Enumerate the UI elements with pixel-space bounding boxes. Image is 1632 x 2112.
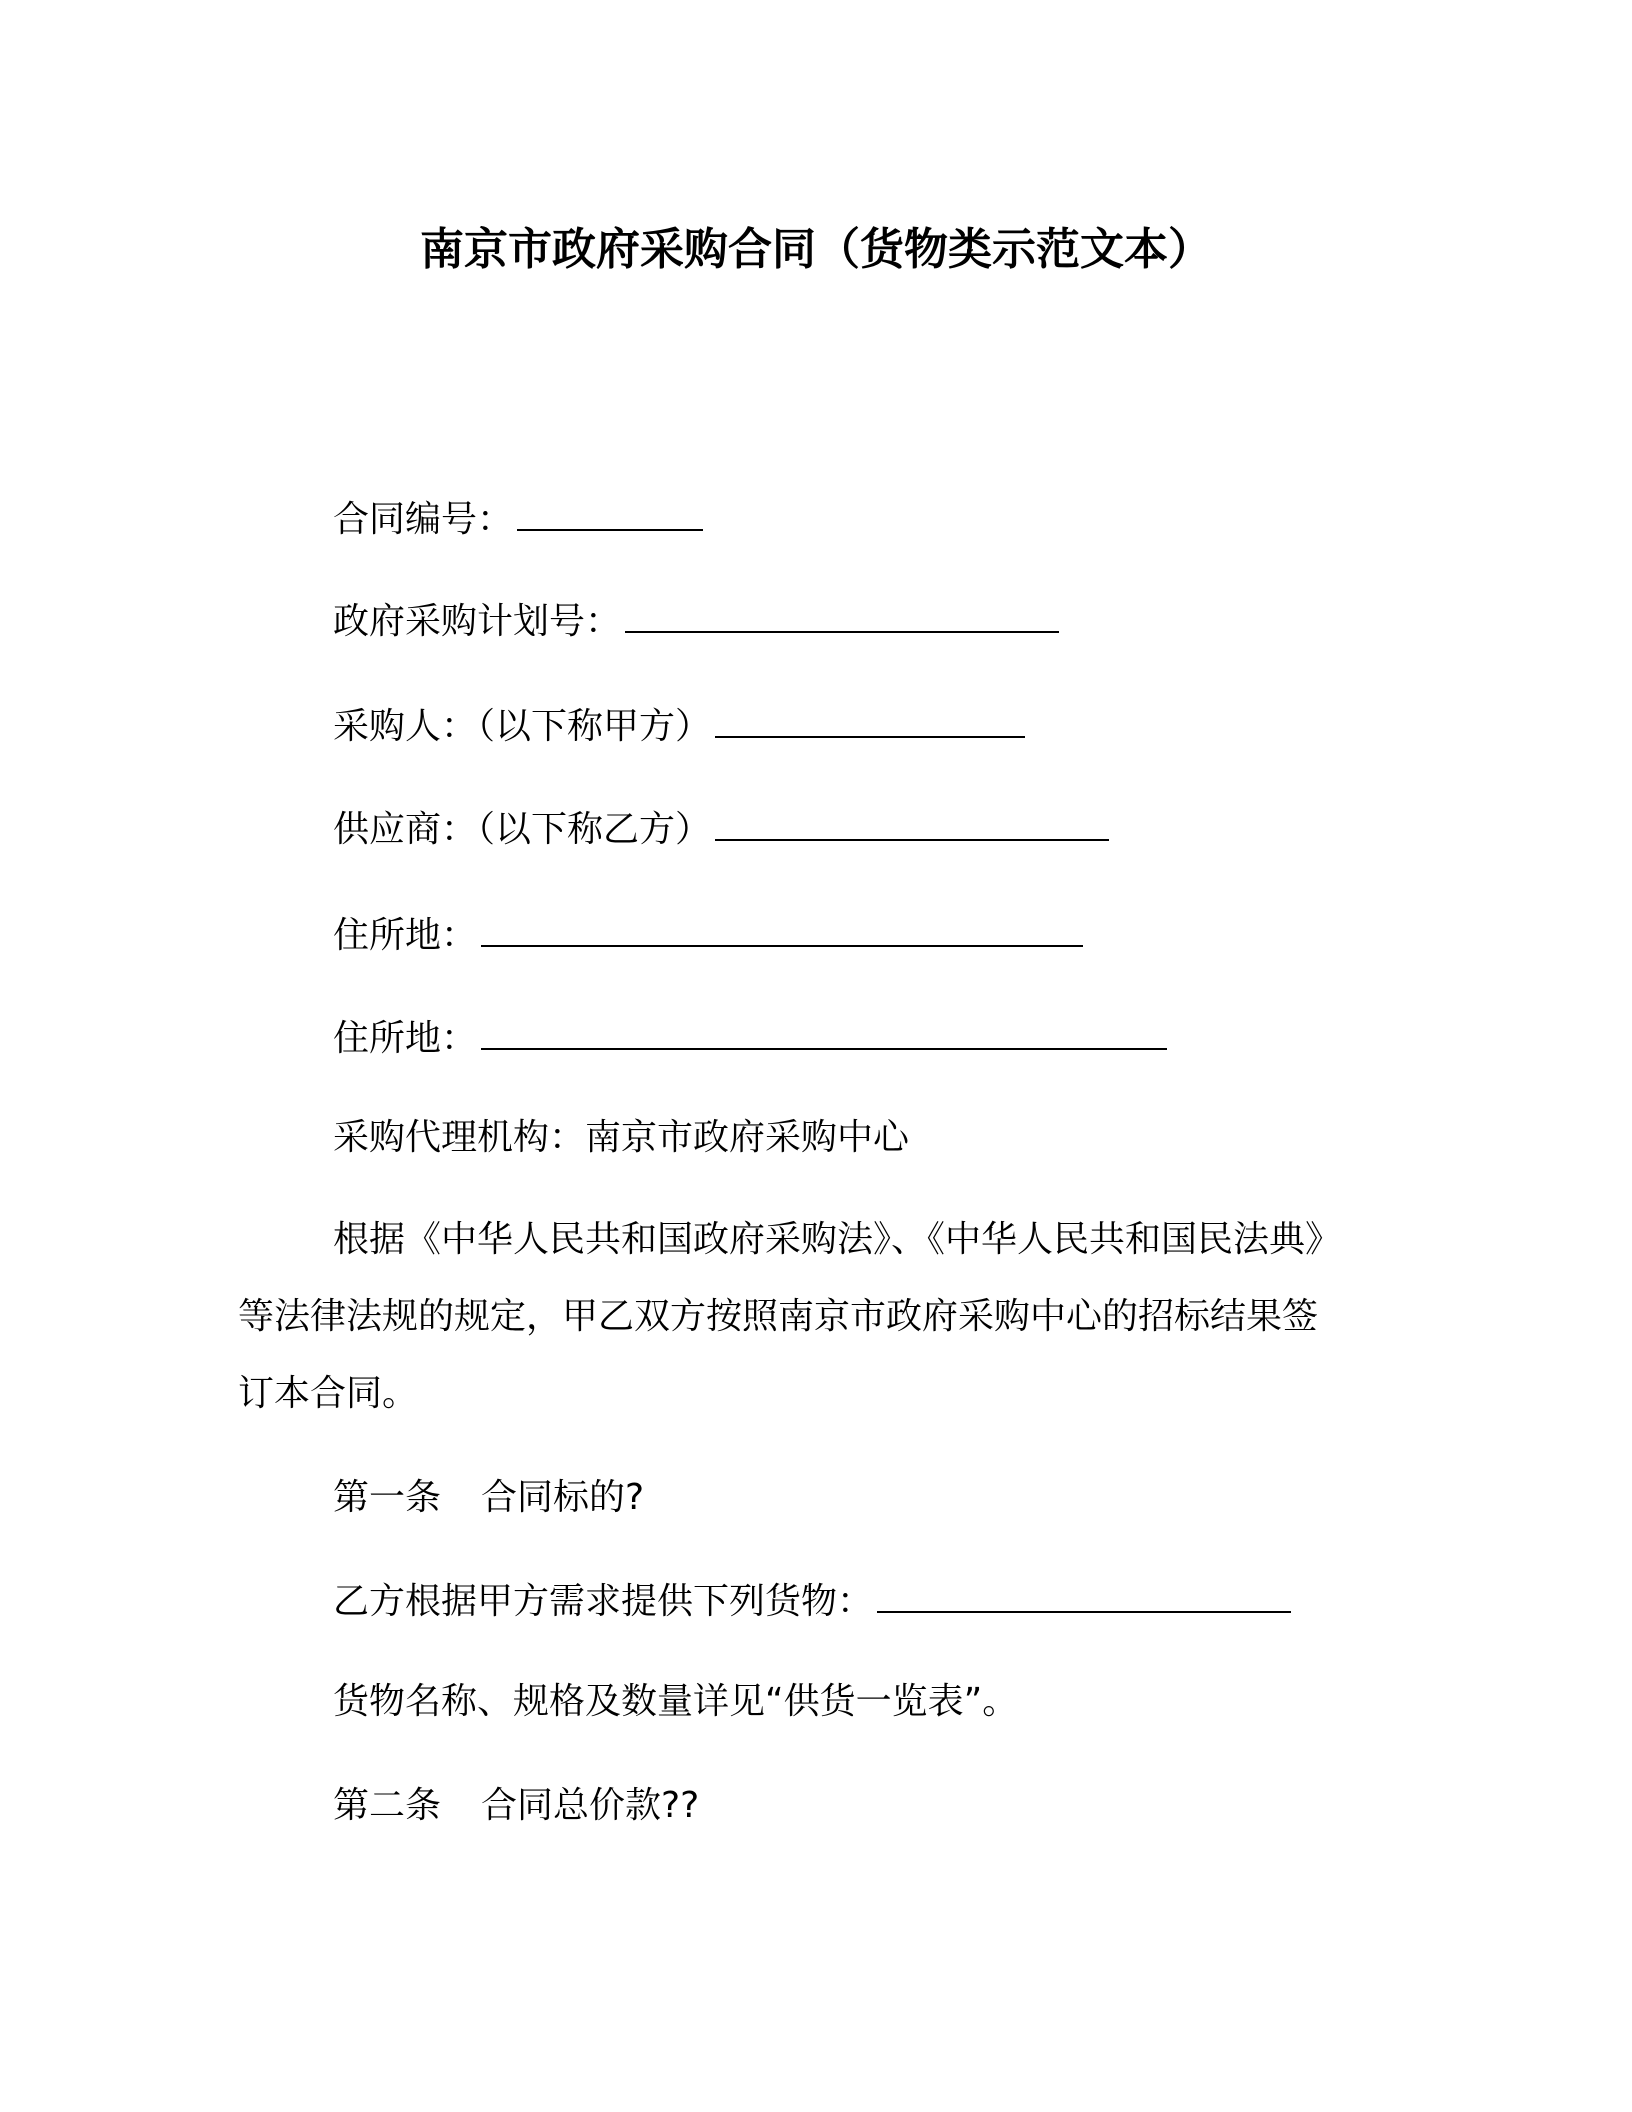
article-1-heading <box>333 1474 644 1522</box>
purchaser-field <box>333 703 1025 751</box>
field-label: 合同编号： <box>333 499 514 540</box>
blank-line[interactable] <box>481 1018 1167 1050</box>
field-label: 住所地： <box>333 1018 478 1059</box>
address-field-1 <box>333 912 1083 960</box>
field-label: 采购人：（以下称甲方） <box>333 706 712 747</box>
article-number: 第一条 <box>333 1477 442 1518</box>
blank-line[interactable] <box>481 915 1083 947</box>
blank-line[interactable] <box>715 809 1109 841</box>
contract-number-field <box>333 496 703 544</box>
article-number: 第二条 <box>333 1785 442 1826</box>
goods-note: 货物名称、规格及数量详见“供货一览表”。 <box>333 1681 1019 1722</box>
article-2-heading <box>333 1782 699 1830</box>
procurement-plan-number-field <box>333 598 1059 646</box>
article-title: 合同总价款?? <box>481 1785 700 1826</box>
procurement-agency: 采购代理机构：南京市政府采购中心 <box>333 1117 910 1158</box>
address-field-2 <box>333 1015 1167 1063</box>
blank-line[interactable] <box>877 1581 1291 1613</box>
document-title: 南京市政府采购合同（货物类示范文本） <box>420 224 1212 275</box>
field-label: 供应商：（以下称乙方） <box>333 809 712 850</box>
field-label: 乙方根据甲方需求提供下列货物： <box>333 1581 874 1622</box>
basis-line-2: 等法律法规的规定，甲乙双方按照南京市政府采购中心的招标结果签 <box>238 1296 1319 1337</box>
blank-line[interactable] <box>625 601 1059 633</box>
article-title: 合同标的? <box>481 1477 645 1518</box>
basis-line-3: 订本合同。 <box>238 1373 419 1414</box>
goods-field <box>333 1578 1291 1626</box>
field-label: 政府采购计划号： <box>333 601 622 642</box>
blank-line[interactable] <box>517 499 703 531</box>
blank-line[interactable] <box>715 706 1025 738</box>
basis-line-1: 根据《中华人民共和国政府采购法》、《中华人民共和国民法典》 <box>333 1219 1342 1260</box>
supplier-field <box>333 806 1109 854</box>
field-label: 住所地： <box>333 915 478 956</box>
